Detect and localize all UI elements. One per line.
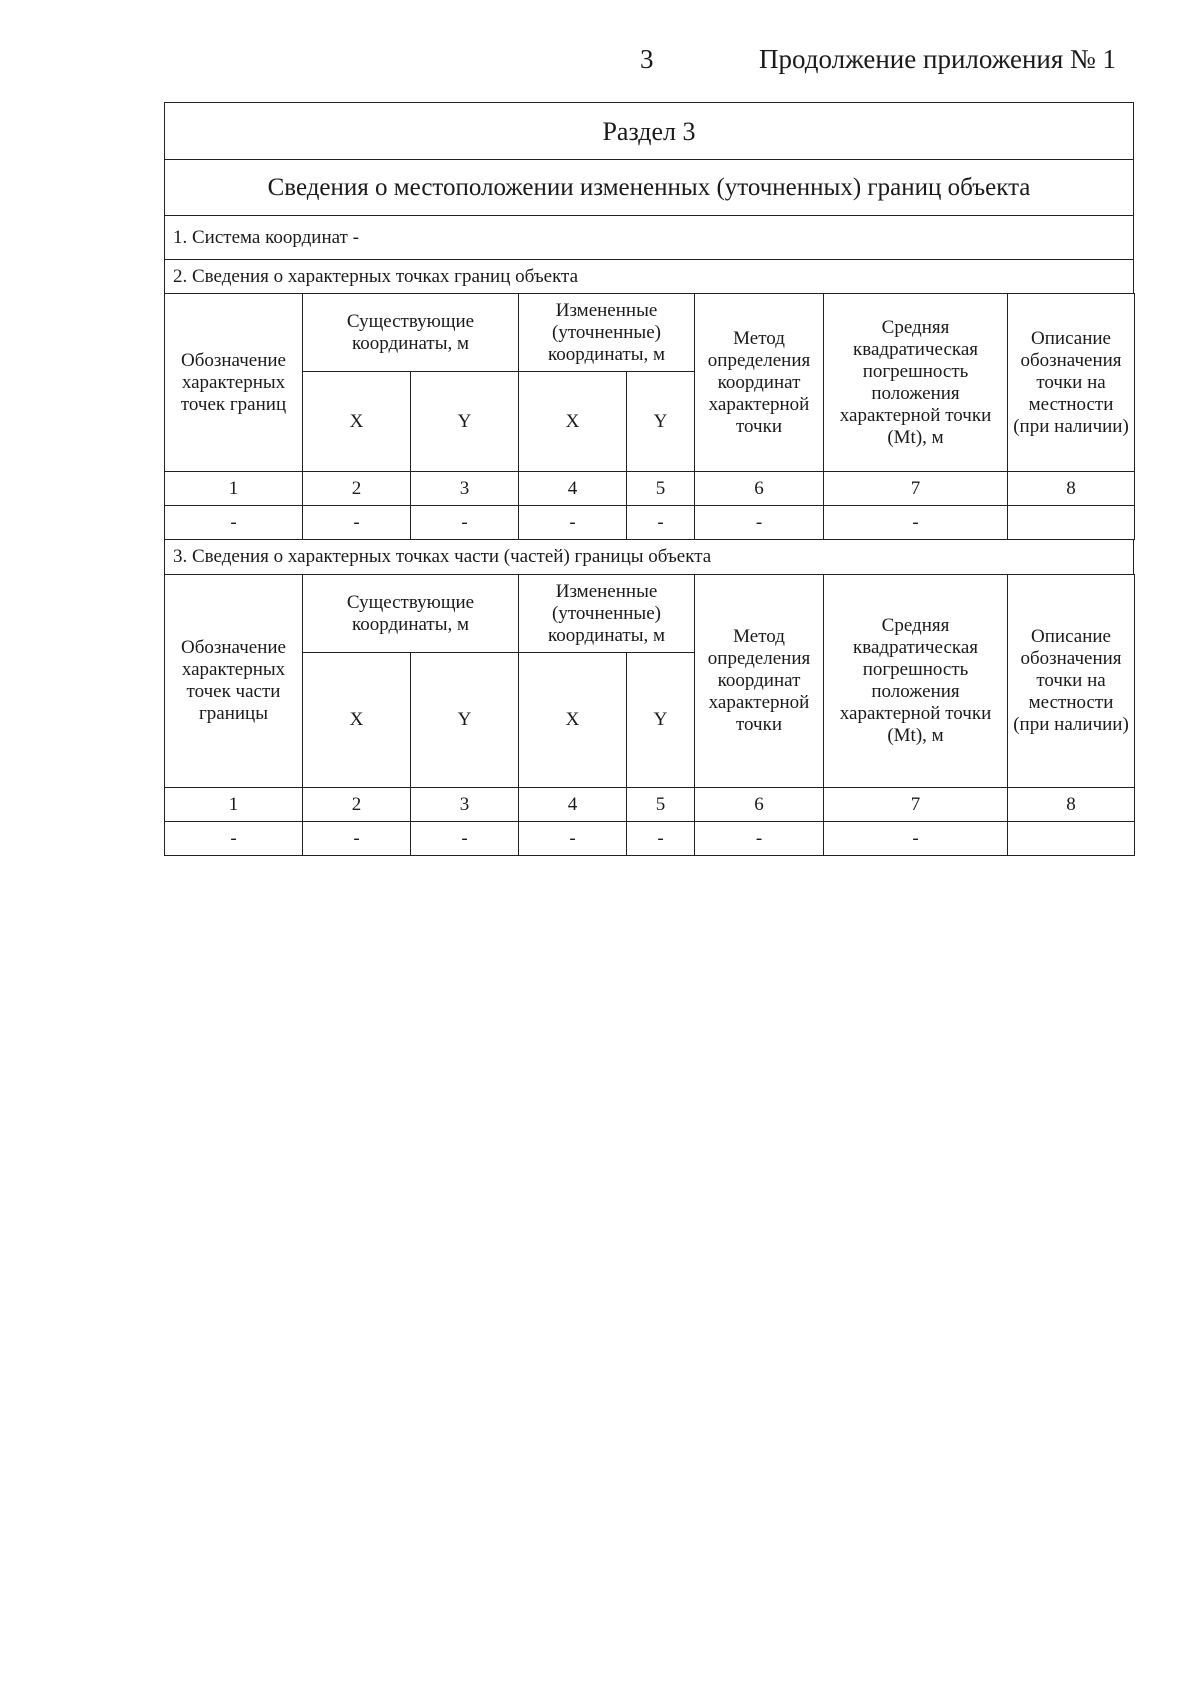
table-cell: - — [824, 506, 1008, 540]
column-number: 7 — [824, 788, 1008, 822]
table2 — [164, 574, 1135, 856]
column-number: 8 — [1008, 472, 1135, 506]
header-y: Y — [411, 653, 519, 788]
header-method: Метод определения координат характерной точки — [695, 575, 824, 788]
column-number-row — [165, 788, 1135, 822]
table1-caption: 2. Сведения о характерных точках границ объекта — [164, 259, 1134, 293]
section-title: Раздел 3 — [164, 102, 1134, 159]
table2-caption: 3. Сведения о характерных точках части (частей) границы объекта — [164, 540, 1134, 574]
column-number: 7 — [824, 472, 1008, 506]
table-row — [165, 506, 1135, 540]
table-cell: - — [411, 506, 519, 540]
column-number: 4 — [519, 472, 627, 506]
column-number: 2 — [303, 788, 411, 822]
header-designation: Обозначение характерных точек части границы — [165, 575, 303, 788]
header-designation: Обозначение характерных точек границ — [165, 294, 303, 472]
column-number: 6 — [695, 788, 824, 822]
table1 — [164, 293, 1135, 540]
header-description: Описание обозначения точки на местности (при наличии) — [1008, 575, 1135, 788]
column-number: 1 — [165, 788, 303, 822]
table-cell: - — [411, 822, 519, 856]
table-cell: - — [627, 822, 695, 856]
header-changed-coords: Измененные (уточненные) координаты, м — [519, 294, 695, 372]
table-cell — [1008, 506, 1135, 540]
column-number: 1 — [165, 472, 303, 506]
column-number-row — [165, 472, 1135, 506]
table-cell: - — [165, 506, 303, 540]
header-y: Y — [411, 372, 519, 472]
column-number: 5 — [627, 472, 695, 506]
table-cell: - — [824, 822, 1008, 856]
header-x: X — [519, 372, 627, 472]
header-y: Y — [627, 653, 695, 788]
header-x: X — [303, 372, 411, 472]
document-frame — [164, 102, 1134, 856]
table-cell: - — [519, 506, 627, 540]
column-number: 3 — [411, 472, 519, 506]
column-number: 2 — [303, 472, 411, 506]
appendix-title: Продолжение приложения № 1 — [759, 44, 1117, 74]
header-description: Описание обозначения точки на местности (при наличии) — [1008, 294, 1135, 472]
section-subtitle: Сведения о местоположении измененных (уточненных) границ объекта — [164, 159, 1134, 215]
header-existing-coords: Существующие координаты, м — [303, 575, 519, 653]
header-error: Средняя квадратическая погрешность положения характерной точки (Mt), м — [824, 575, 1008, 788]
table-cell: - — [165, 822, 303, 856]
header-changed-coords: Измененные (уточненные) координаты, м — [519, 575, 695, 653]
column-number: 4 — [519, 788, 627, 822]
coord-system-line: 1. Система координат - — [164, 215, 1134, 259]
header-x: X — [303, 653, 411, 788]
table-cell: - — [695, 506, 824, 540]
table-cell: - — [303, 822, 411, 856]
table-cell: - — [519, 822, 627, 856]
header-x: X — [519, 653, 627, 788]
column-number: 3 — [411, 788, 519, 822]
page-number: 3 — [640, 44, 654, 74]
table-cell — [1008, 822, 1135, 856]
table-row — [165, 822, 1135, 856]
table-cell: - — [303, 506, 411, 540]
header-method: Метод определения координат характерной точки — [695, 294, 824, 472]
header-error: Средняя квадратическая погрешность положения характерной точки (Mt), м — [824, 294, 1008, 472]
column-number: 6 — [695, 472, 824, 506]
table-cell: - — [695, 822, 824, 856]
header-y: Y — [627, 372, 695, 472]
header-existing-coords: Существующие координаты, м — [303, 294, 519, 372]
table-cell: - — [627, 506, 695, 540]
column-number: 8 — [1008, 788, 1135, 822]
column-number: 5 — [627, 788, 695, 822]
